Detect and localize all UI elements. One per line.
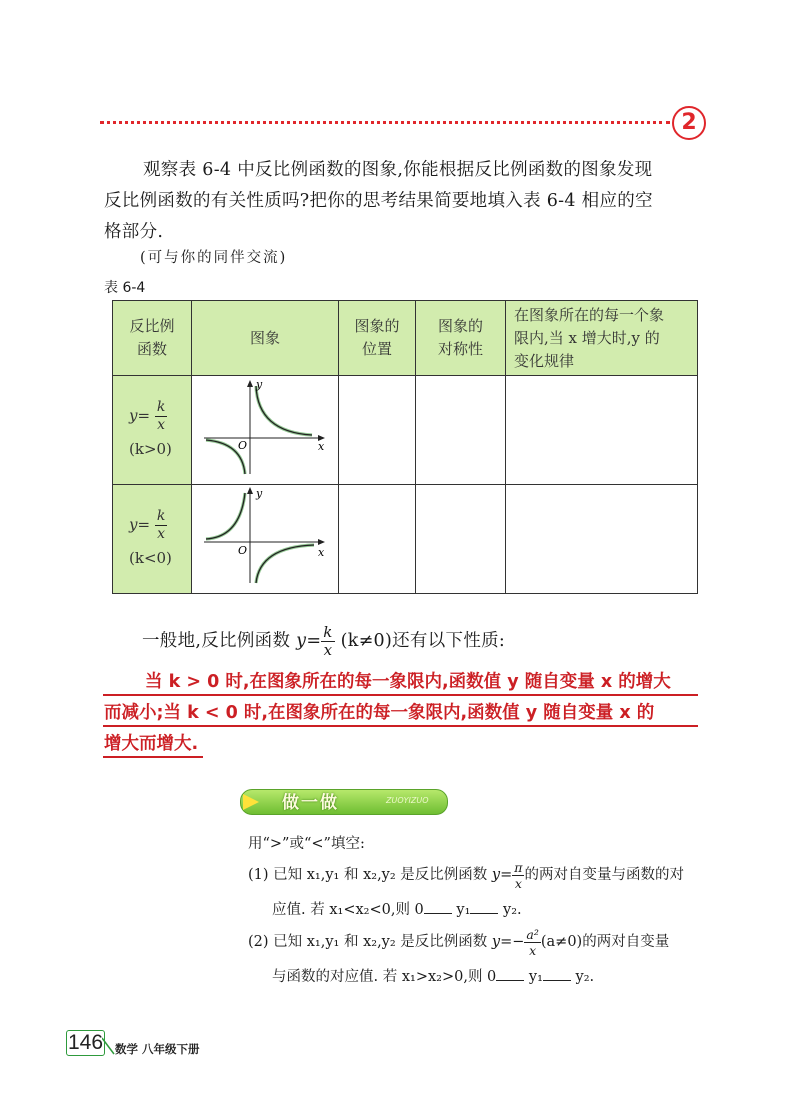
table-caption: 表 6-4 (104, 280, 146, 296)
exercise-1-line-1: (1) 已知 x₁,y₁ 和 x₂,y₂ 是反比例函数 y= $\frac{\pi}{x}$ 的两对自变量与函数的对 (248, 859, 684, 891)
header-dotted-rule (100, 121, 670, 124)
intro-line-3: 格部分. (104, 222, 164, 242)
graph-label-origin: O (238, 543, 248, 557)
activity-subtitle: ZUOYIZUO (386, 796, 429, 805)
rule-underline-3 (103, 756, 203, 758)
fraction-a-squared-over-x: $\frac{\text{a²}}{x}$ (526, 926, 539, 958)
trend-answer-cell[interactable] (506, 376, 698, 485)
exercise-2-line-2: 与函数的对应值. 若 x₁>x₂>0,则 0 y₁ y₂. (272, 960, 594, 994)
footer-book-title: 数学 八年级下册 (115, 1042, 200, 1056)
function-cell-k-positive: y= $\frac{k}{x}$ (k>0) (113, 376, 192, 485)
fraction-k-over-x: $\frac{k}{x}$ (156, 399, 166, 433)
table-row (113, 376, 698, 485)
header-cell-function: 反比例 函数 (113, 301, 192, 376)
hyperbola-graph-k-positive (200, 378, 330, 476)
header-cell-symmetry: 图象的 对称性 (416, 301, 506, 376)
branch-q1-shadow (256, 386, 312, 435)
answer-blank[interactable] (424, 899, 452, 914)
graph-cell-k-positive (192, 376, 339, 485)
graph-label-x: x (318, 545, 325, 559)
graph-label-x: x (318, 439, 325, 453)
x-axis-arrow (318, 539, 325, 545)
symmetry-answer-cell[interactable] (416, 485, 506, 594)
header-cell-graph: 图象 (192, 301, 339, 376)
intro-line-1: 观察表 6-4 中反比例函数的图象,你能根据反比例函数的图象发现 (143, 160, 653, 180)
branch-q4-shadow (256, 545, 314, 583)
fraction-pi-over-x: $\frac{\pi}{x}$ (514, 859, 523, 891)
hyperbola-graph-k-negative (200, 487, 330, 585)
position-answer-cell[interactable] (339, 485, 416, 594)
header-cell-position: 图象的 位置 (339, 301, 416, 376)
rule-underline-1 (103, 694, 698, 696)
play-arrow-icon (243, 794, 259, 810)
answer-blank[interactable] (496, 966, 524, 981)
rule-line-3: 增大而增大. (104, 734, 199, 754)
graph-label-origin: O (238, 438, 248, 452)
exercise-2-line-1: (2) 已知 x₁,y₁ 和 x₂,y₂ 是反比例函数 y=− $\frac{\text{a²}}{x}$ (a≠0)的两对自变量 (248, 926, 670, 958)
table-header-row (113, 301, 698, 376)
position-answer-cell[interactable] (339, 376, 416, 485)
page-number: 146 (67, 1031, 104, 1054)
intro-note: (可与你的同伴交流) (140, 250, 288, 266)
y-axis-arrow (247, 487, 253, 494)
page-tab-corner-icon (102, 1036, 116, 1056)
answer-blank[interactable] (543, 966, 571, 981)
rule-underline-2 (103, 725, 698, 727)
exercise-1-line-2: 应值. 若 x₁<x₂<0,则 0 y₁ y₂. (272, 893, 522, 927)
table-row (113, 485, 698, 594)
answer-blank[interactable] (470, 899, 498, 914)
chapter-number-badge: 2 (672, 106, 706, 140)
properties-table (112, 300, 698, 594)
header-cell-trend: 在图象所在的每一个象 限内,当 x 增大时,y 的 变化规律 (506, 301, 698, 376)
general-statement: 一般地,反比例函数 y= $\frac{k}{x}$ (k≠0)还有以下性质: (142, 623, 506, 659)
rule-line-2: 而减小;当 k < 0 时,在图象所在的每一象限内,函数值 y 随自变量 x 的 (104, 703, 655, 723)
intro-line-2: 反比例函数的有关性质吗?把你的思考结果简要地填入表 6-4 相应的空 (104, 191, 653, 211)
y-axis-arrow (247, 380, 253, 387)
trend-answer-cell[interactable] (506, 485, 698, 594)
graph-label-y: y (256, 377, 263, 391)
rule-line-1: 当 k > 0 时,在图象所在的每一象限内,函数值 y 随自变量 x 的增大 (145, 672, 671, 692)
activity-instruction: 用“>”或“<”填空: (248, 836, 365, 852)
graph-cell-k-negative (192, 485, 339, 594)
function-cell-k-negative: y= $\frac{k}{x}$ (k<0) (113, 485, 192, 594)
symmetry-answer-cell[interactable] (416, 376, 506, 485)
activity-title: 做一做 (282, 793, 339, 813)
graph-label-y: y (256, 486, 263, 500)
fraction-k-over-x: $\frac{k}{x}$ (323, 623, 333, 659)
fraction-k-over-x: $\frac{k}{x}$ (156, 508, 166, 542)
